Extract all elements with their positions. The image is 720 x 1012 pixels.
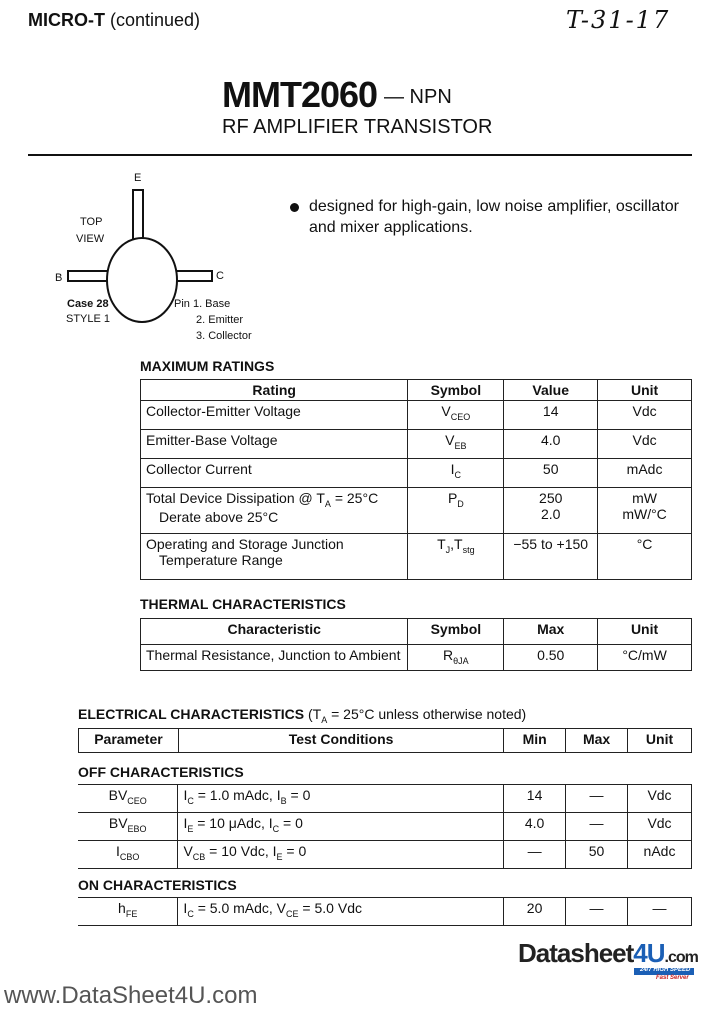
rating-line-2: Derate above 25°C bbox=[159, 508, 279, 525]
cond-text: I bbox=[183, 787, 188, 803]
electrical-header-row bbox=[79, 729, 692, 753]
table-row bbox=[78, 813, 692, 841]
symbol-sub: stg bbox=[462, 544, 475, 555]
param-main: BV bbox=[108, 815, 128, 831]
max-ratings-table bbox=[140, 379, 692, 580]
on-characteristics-title: ON CHARACTERISTICS bbox=[78, 877, 237, 893]
top-view-label-1: TOP bbox=[80, 216, 103, 228]
cond-sub: C bbox=[272, 823, 280, 834]
col-header-unit: Unit bbox=[598, 380, 692, 401]
symbol-sub: CEO bbox=[450, 411, 471, 422]
symbol-cell bbox=[408, 459, 504, 488]
conditions-cell bbox=[178, 898, 504, 926]
electrical-title bbox=[78, 706, 526, 725]
feature-bullet bbox=[290, 196, 700, 238]
symbol-cell bbox=[408, 430, 504, 459]
rating-cell: Collector Current bbox=[141, 459, 408, 488]
unit-cell: — bbox=[628, 898, 692, 926]
symbol-sub: EB bbox=[454, 440, 467, 451]
cond-text: = 0 bbox=[279, 815, 303, 831]
col-header-min: Min bbox=[504, 729, 566, 753]
rating-cell bbox=[141, 534, 408, 580]
style-label: STYLE 1 bbox=[66, 313, 111, 325]
lead-label-e: E bbox=[134, 172, 142, 184]
cond-sub: E bbox=[187, 823, 194, 834]
col-header-symbol: Symbol bbox=[408, 380, 504, 401]
table-row bbox=[141, 488, 692, 534]
electrical-title-bold: ELECTRICAL CHARACTERISTICS bbox=[78, 706, 305, 722]
table-row bbox=[141, 401, 692, 430]
unit-cell: mAdc bbox=[598, 459, 692, 488]
cond-text: = 1.0 mAdc, I bbox=[193, 787, 281, 803]
param-sub: FE bbox=[125, 908, 138, 919]
logo-text-b: 4U bbox=[633, 938, 665, 968]
table-row bbox=[141, 645, 692, 671]
param-main: I bbox=[116, 843, 120, 859]
characteristic-cell: Thermal Resistance, Junction to Ambient bbox=[141, 645, 408, 671]
min-cell: — bbox=[504, 841, 566, 869]
min-cell: 20 bbox=[504, 898, 566, 926]
parameter-cell bbox=[78, 785, 178, 813]
symbol-cell bbox=[408, 401, 504, 430]
max-cell: — bbox=[566, 898, 628, 926]
cond-sub: E bbox=[276, 851, 283, 862]
symbol-main: I bbox=[450, 461, 455, 477]
col-header-max: Max bbox=[504, 619, 598, 645]
logo-text-a: Datasheet bbox=[518, 938, 634, 968]
on-characteristics-table bbox=[78, 897, 692, 926]
param-sub: CEO bbox=[127, 795, 147, 806]
cond-text: = 0 bbox=[286, 787, 311, 803]
unit-cell: Vdc bbox=[598, 430, 692, 459]
cond-text: I bbox=[183, 900, 188, 916]
symbol-cell bbox=[408, 488, 504, 534]
unit-cell: °C bbox=[598, 534, 692, 580]
rating-cell bbox=[141, 488, 408, 534]
col-header-symbol: Symbol bbox=[408, 619, 504, 645]
value-cell: 4.0 bbox=[504, 430, 598, 459]
rating-line-2: Temperature Range bbox=[159, 552, 283, 568]
col-header-unit: Unit bbox=[598, 619, 692, 645]
cond-sub: CE bbox=[286, 908, 299, 919]
bullet-icon bbox=[290, 203, 299, 212]
cond-text: = 0 bbox=[282, 843, 307, 859]
pin-1-label: Pin 1. Base bbox=[174, 298, 231, 310]
unit-cell: °C/mW bbox=[598, 645, 692, 671]
unit-cell: Vdc bbox=[628, 785, 692, 813]
cond-sub: B bbox=[280, 795, 287, 806]
rating-cell: Collector-Emitter Voltage bbox=[141, 401, 408, 430]
col-header-parameter: Parameter bbox=[79, 729, 179, 753]
header-rule bbox=[28, 154, 692, 156]
logo-tagline-1: 24/7 HIGH SPEED bbox=[640, 967, 691, 973]
value-cell: −55 to +150 bbox=[504, 534, 598, 580]
thermal-table bbox=[140, 618, 692, 671]
lead-label-b: B bbox=[55, 272, 63, 284]
part-subtitle: RF AMPLIFIER TRANSISTOR bbox=[222, 116, 493, 138]
feature-text: designed for high-gain, low noise amplifier, oscillator and mixer applications. bbox=[309, 198, 679, 236]
table-row bbox=[141, 430, 692, 459]
value-line-1: 250 bbox=[539, 490, 563, 506]
cond-sub: C bbox=[187, 908, 194, 919]
series-name: MICRO-T bbox=[28, 10, 105, 30]
parameter-cell bbox=[78, 898, 178, 926]
rating-text: = 25°C bbox=[330, 490, 379, 506]
symbol-main: V bbox=[445, 432, 455, 448]
min-cell: 4.0 bbox=[504, 813, 566, 841]
table-row bbox=[78, 785, 692, 813]
case-label: Case 28 bbox=[67, 298, 109, 310]
datasheet4u-logo bbox=[518, 938, 698, 969]
page-header bbox=[28, 10, 200, 31]
table-row bbox=[141, 459, 692, 488]
symbol-cell bbox=[408, 645, 504, 671]
symbol-sub: J bbox=[445, 544, 451, 555]
table-row bbox=[141, 534, 692, 580]
value-cell bbox=[504, 488, 598, 534]
param-sub: EBO bbox=[127, 823, 147, 834]
electrical-note: = 25°C unless otherwise noted) bbox=[327, 706, 527, 722]
electrical-header-table bbox=[78, 728, 692, 753]
thermal-header-row bbox=[141, 619, 692, 645]
unit-line-2: mW/°C bbox=[622, 506, 667, 522]
unit-line-1: mW bbox=[632, 490, 657, 506]
symbol-sub: θJA bbox=[453, 655, 469, 666]
off-characteristics-table bbox=[78, 784, 692, 869]
symbol-main: P bbox=[447, 490, 458, 506]
parameter-cell bbox=[78, 841, 178, 869]
param-sub: CBO bbox=[119, 851, 140, 862]
min-cell: 14 bbox=[504, 785, 566, 813]
col-header-max: Max bbox=[566, 729, 628, 753]
max-ratings-header-row bbox=[141, 380, 692, 401]
symbol-sub: D bbox=[457, 498, 464, 509]
cond-text: = 5.0 Vdc bbox=[298, 900, 362, 916]
electrical-note-sub: A bbox=[321, 714, 328, 725]
unit-cell: Vdc bbox=[628, 813, 692, 841]
value-cell: 50 bbox=[504, 459, 598, 488]
max-cell: 0.50 bbox=[504, 645, 598, 671]
package-body bbox=[107, 238, 177, 322]
unit-cell: Vdc bbox=[598, 401, 692, 430]
max-cell: — bbox=[566, 785, 628, 813]
symbol-main: T bbox=[437, 536, 446, 552]
thermal-title: THERMAL CHARACTERISTICS bbox=[140, 596, 346, 612]
col-header-characteristic: Characteristic bbox=[141, 619, 408, 645]
electrical-note: (T bbox=[304, 706, 322, 722]
rating-cell: Emitter-Base Voltage bbox=[141, 430, 408, 459]
col-header-test-conditions: Test Conditions bbox=[178, 729, 503, 753]
symbol-main: V bbox=[441, 403, 451, 419]
value-line-2: 2.0 bbox=[540, 506, 561, 522]
rating-line-1 bbox=[146, 490, 402, 509]
param-main: BV bbox=[108, 787, 128, 803]
top-view-label-2: VIEW bbox=[76, 233, 105, 245]
max-cell: 50 bbox=[566, 841, 628, 869]
parameter-cell bbox=[78, 813, 178, 841]
cond-text: V bbox=[183, 843, 193, 859]
cond-text: = 10 Vdc, I bbox=[205, 843, 277, 859]
emitter-lead bbox=[133, 190, 143, 244]
unit-cell: nAdc bbox=[628, 841, 692, 869]
param-main: h bbox=[118, 900, 126, 916]
conditions-cell bbox=[178, 813, 504, 841]
rating-line-1: Operating and Storage Junction bbox=[146, 536, 344, 552]
rating-text: Total Device Dissipation @ T bbox=[146, 490, 325, 506]
handwritten-note: T-31-17 bbox=[566, 6, 671, 34]
symbol-main: R bbox=[443, 647, 454, 663]
conditions-cell bbox=[178, 785, 504, 813]
part-number: MMT2060 bbox=[222, 74, 378, 115]
value-cell: 14 bbox=[504, 401, 598, 430]
watermark-url[interactable]: www.DataSheet4U.com bbox=[4, 982, 258, 1009]
conditions-cell bbox=[178, 841, 504, 869]
col-header-unit: Unit bbox=[628, 729, 692, 753]
symbol-main: ,T bbox=[450, 536, 463, 552]
symbol-cell bbox=[408, 534, 504, 580]
table-row bbox=[78, 841, 692, 869]
lead-label-c: C bbox=[216, 270, 224, 282]
logo-text-c: .com bbox=[664, 949, 698, 966]
pin-2-label: 2. Emitter bbox=[196, 314, 244, 326]
logo-tagline-2: Fast Server bbox=[656, 975, 689, 981]
pin-3-label: 3. Collector bbox=[196, 330, 252, 342]
max-cell: — bbox=[566, 813, 628, 841]
header-continued: (continued) bbox=[104, 10, 201, 30]
rating-sub: A bbox=[324, 498, 331, 509]
cond-sub: CB bbox=[192, 851, 206, 862]
cond-text: I bbox=[183, 815, 188, 831]
part-type: — NPN bbox=[384, 86, 452, 108]
off-characteristics-title: OFF CHARACTERISTICS bbox=[78, 764, 244, 780]
cond-text: = 10 μAdc, I bbox=[193, 815, 273, 831]
table-row bbox=[78, 898, 692, 926]
symbol-sub: C bbox=[454, 469, 462, 480]
cond-sub: C bbox=[187, 795, 194, 806]
max-ratings-title: MAXIMUM RATINGS bbox=[140, 358, 275, 374]
unit-cell bbox=[598, 488, 692, 534]
cond-text: = 5.0 mAdc, V bbox=[193, 900, 287, 916]
col-header-value: Value bbox=[504, 380, 598, 401]
col-header-rating: Rating bbox=[141, 380, 408, 401]
